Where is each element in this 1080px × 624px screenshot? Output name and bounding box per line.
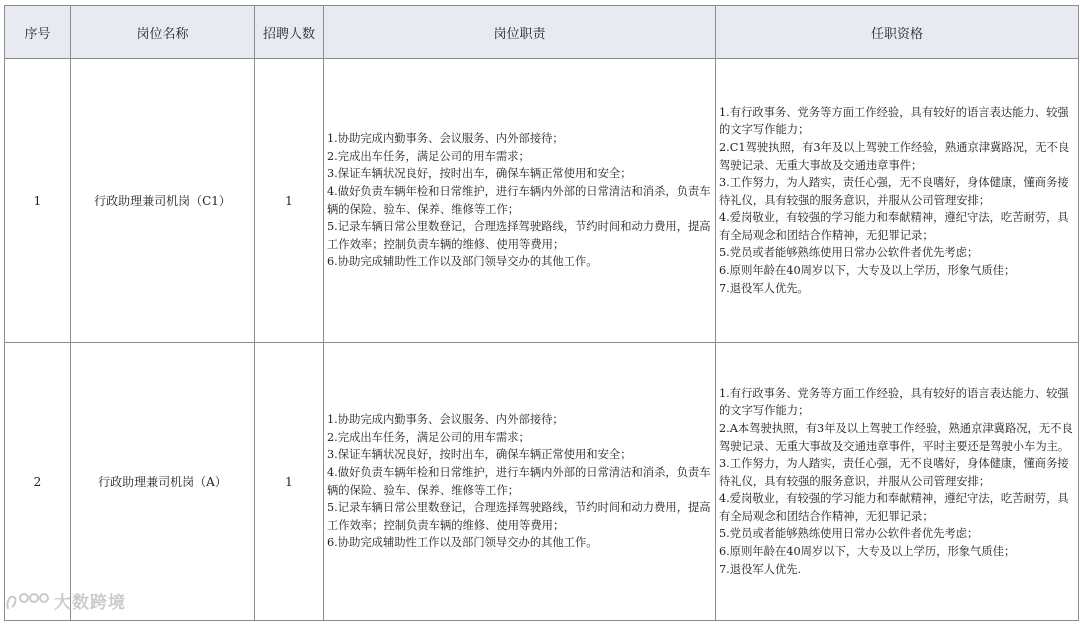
watermark — [4, 588, 126, 613]
qualification-item: 6.原则年龄在40周岁以下，大专及以上学历，形象气质佳； — [719, 264, 1016, 278]
header-index: 序号 — [5, 6, 71, 59]
watermark-text: 大数跨境 — [54, 593, 126, 613]
duty-item: 5.记录车辆日常公里数登记，合理选择驾驶路线，节约时间和动力费用，提高工作效率；控制负责车辆的维修、使用等费用； — [327, 501, 711, 532]
table-row — [5, 59, 1079, 343]
qualification-item: 4.爱岗敬业，有较强的学习能力和奉献精神，遵纪守法，吃苦耐劳，具有全局观念和团结合作精神，无犯罪记录； — [719, 211, 1069, 242]
row-qualifications-cell — [716, 343, 1079, 621]
duty-item: 5.记录车辆日常公里数登记，合理选择驾驶路线，节约时间和动力费用，提高工作效率；控制负责车辆的维修、使用等费用； — [327, 220, 711, 251]
duty-item: 4.做好负责车辆年检和日常维护，进行车辆内外部的日常清洁和消杀，负责车辆的保险、验车、保养、维修等工作； — [327, 465, 711, 497]
header-hire-count: 招聘人数 — [255, 6, 324, 59]
row-duties-cell — [324, 59, 716, 343]
qualification-item: 1.有行政事务、党务等方面工作经验，具有较好的语言表达能力、较强的文字写作能力； — [719, 386, 1069, 418]
duty-item: 4.做好负责车辆年检和日常维护，进行车辆内外部的日常清洁和消杀，负责车辆的保险、验车、保养、维修等工作； — [327, 184, 711, 216]
duty-item: 6.协助完成辅助性工作以及部门领导交办的其他工作。 — [327, 536, 598, 550]
row-hire-count: 1 — [255, 59, 324, 343]
duties-list — [324, 411, 715, 552]
qualification-item: 5.党员或者能够熟练使用日常办公软件者优先考虑； — [719, 527, 979, 541]
duty-item: 1.协助完成内勤事务、会议服务、内外部接待； — [327, 413, 564, 427]
header-position-name: 岗位名称 — [71, 6, 255, 59]
row-position-name: 行政助理兼司机岗（C1） — [71, 59, 255, 343]
qualification-item: 6.原则年龄在40周岁以下，大专及以上学历，形象气质佳； — [719, 545, 1016, 559]
qualification-item: 5.党员或者能够熟练使用日常办公软件者优先考虑； — [719, 246, 979, 260]
qualification-item: 4.爱岗敬业，有较强的学习能力和奉献精神，遵纪守法，吃苦耐劳，具有全局观念和团结合作精神，无犯罪记录； — [719, 492, 1069, 523]
duty-item: 6.协助完成辅助性工作以及部门领导交办的其他工作。 — [327, 255, 598, 269]
table-header-row — [5, 6, 1079, 59]
brand-logo-icon — [4, 589, 50, 613]
duty-item: 2.完成出车任务，满足公司的用车需求； — [327, 149, 530, 163]
duty-item: 1.协助完成内勤事务、会议服务、内外部接待； — [327, 132, 564, 146]
duty-item: 3.保证车辆状况良好，按时出车，确保车辆正常使用和安全； — [327, 448, 632, 462]
qualification-item: 1.有行政事务、党务等方面工作经验，具有较好的语言表达能力、较强的文字写作能力； — [719, 105, 1069, 137]
qualifications-list — [716, 104, 1078, 298]
qualification-item: 3.工作努力，为人踏实，责任心强，无不良嗜好，身体健康，懂商务接待礼仪，具有较强的服务意识，并服从公司管理安排； — [719, 176, 1069, 207]
qualification-item: 2.C1驾驶执照，有3年及以上驾驶工作经验，熟通京津冀路况，无不良驾驶记录、无重大事故及交通违章事件； — [719, 140, 1070, 172]
table-row — [5, 343, 1079, 621]
qualification-item: 7.退役军人优先。 — [719, 281, 809, 295]
header-qualifications: 任职资格 — [716, 6, 1079, 59]
duties-list — [324, 130, 715, 271]
row-position-name: 行政助理兼司机岗（A） — [71, 343, 255, 621]
row-qualifications-cell — [716, 59, 1079, 343]
duty-item: 2.完成出车任务，满足公司的用车需求； — [327, 430, 530, 444]
qualifications-list — [716, 385, 1078, 579]
header-duties: 岗位职责 — [324, 6, 716, 59]
row-index: 1 — [5, 59, 71, 343]
row-index: 2 — [5, 343, 71, 621]
qualification-item: 7.退役军人优先. — [719, 562, 802, 576]
qualification-item: 2.A本驾驶执照，有3年及以上驾驶工作经验，熟通京津冀路况，无不良驾驶记录、无重大事故及交通违章事件，平时主要还是驾驶小车为主。 — [719, 421, 1073, 453]
duty-item: 3.保证车辆状况良好，按时出车，确保车辆正常使用和安全； — [327, 167, 632, 181]
job-table — [4, 5, 1079, 621]
qualification-item: 3.工作努力，为人踏实，责任心强，无不良嗜好，身体健康，懂商务接待礼仪，具有较强的服务意识，并服从公司管理安排； — [719, 457, 1069, 488]
row-duties-cell — [324, 343, 716, 621]
row-hire-count: 1 — [255, 343, 324, 621]
